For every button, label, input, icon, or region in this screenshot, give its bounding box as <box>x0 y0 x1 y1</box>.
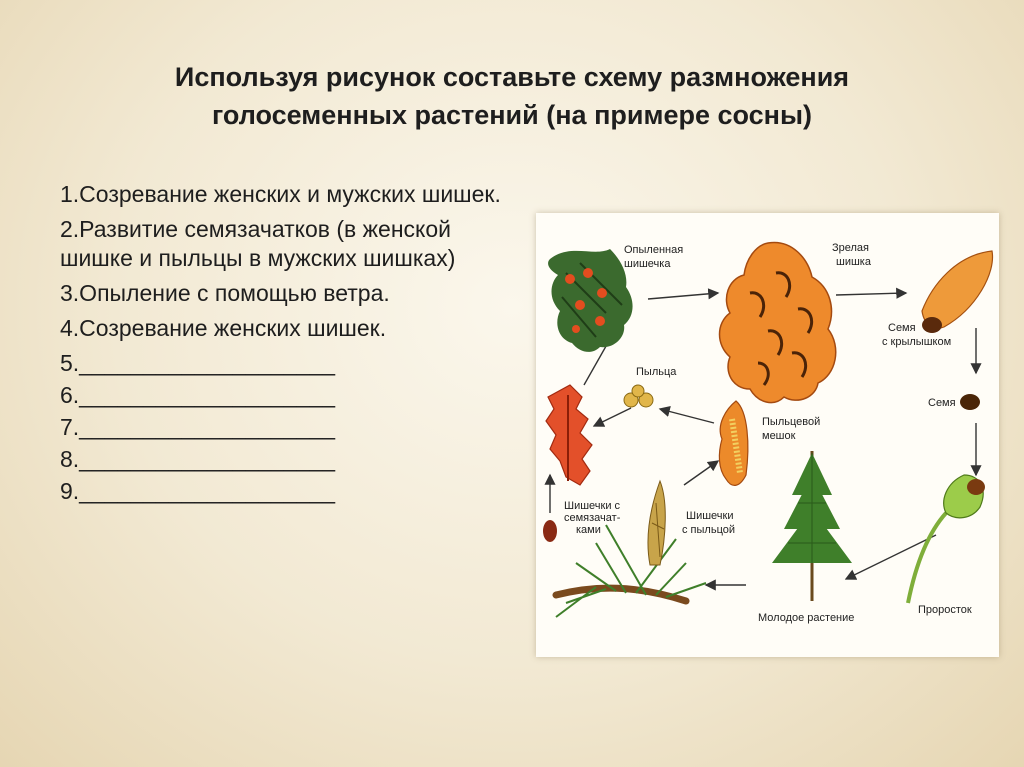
step-blank: 8.____________________ <box>60 446 336 472</box>
title-line-1: Используя рисунок составьте схему размножения <box>174 62 850 92</box>
seed-illustration <box>960 394 980 410</box>
label-pollen-sac: Пыльцевой <box>762 416 821 428</box>
pollen-illustration <box>624 385 653 407</box>
label-young-plant: Молодое растение <box>758 612 855 624</box>
label-mature-cone: шишка <box>836 256 871 268</box>
step-list <box>60 180 520 509</box>
seedling-illustration <box>908 475 985 603</box>
label-pollen-sac: мешок <box>762 430 796 442</box>
label-pollinated-cone: Опыленная <box>624 244 684 256</box>
step-item: 4.Созревание женских шишек. <box>60 315 387 341</box>
mature-cone-illustration <box>720 242 836 402</box>
arrow-pollinated-to-mature <box>648 293 718 299</box>
winged-seed-illustration <box>922 251 993 333</box>
pollinated-cone-illustration <box>548 249 633 352</box>
label-pollen-cones: Шишечки <box>686 510 734 522</box>
label-ovule-cones: ками <box>576 524 601 536</box>
label-seedling: Проросток <box>918 604 972 616</box>
label-pollinated-cone: шишечка <box>624 258 671 270</box>
step-item: 1.Созревание женских и мужских шишек. <box>60 181 501 207</box>
step-blank: 9.____________________ <box>60 478 336 504</box>
pine-life-cycle-figure <box>536 213 999 657</box>
step-blank: 7.____________________ <box>60 414 336 440</box>
step-item: 3.Опыление с помощью ветра. <box>60 280 390 306</box>
arrow-pollen-sac-to-pollen <box>660 409 714 423</box>
arrow-pollen-cone-to-pollen-sac <box>684 461 718 485</box>
pollen-sac-illustration <box>719 401 747 485</box>
label-pollen: Пыльца <box>636 366 677 378</box>
ovule-cone-illustration <box>546 385 592 485</box>
label-winged-seed: с крылышком <box>882 336 952 348</box>
arrow-mature-to-winged-seed <box>836 293 906 295</box>
step-blank: 6.____________________ <box>60 382 336 408</box>
label-mature-cone: Зрелая <box>832 242 870 254</box>
label-ovule-cones: Шишечки с <box>564 500 621 512</box>
label-winged-seed: Семя <box>888 322 916 334</box>
slide-title <box>60 58 964 134</box>
step-item: 2.Развитие семязачатков (в женской шишке и пыльцы в мужских шишках) <box>60 216 456 271</box>
young-plant-illustration <box>772 451 852 601</box>
title-line-2: голосеменных растений (на примере сосны) <box>211 100 812 130</box>
label-seed: Семя <box>928 397 956 409</box>
arrow-pollen-to-ovule-cone <box>594 408 631 426</box>
label-pollen-cones: с пыльцой <box>682 524 736 536</box>
label-ovule-cones: семязачат- <box>564 512 621 524</box>
step-blank: 5.____________________ <box>60 350 336 376</box>
